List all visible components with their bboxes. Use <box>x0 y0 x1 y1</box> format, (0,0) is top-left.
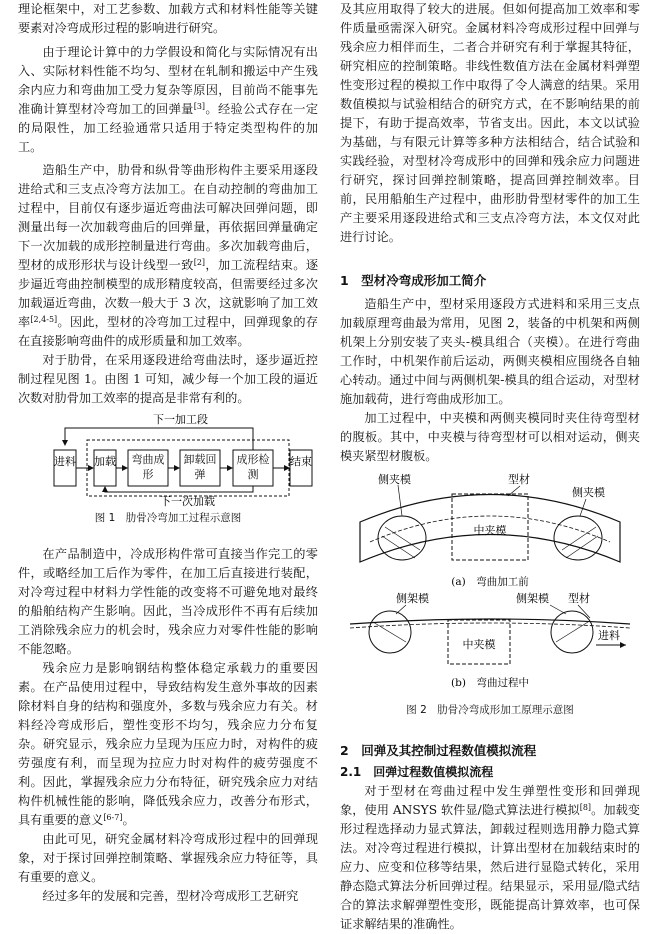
flowchart-diagram <box>18 412 318 508</box>
flow-label-next-load: 下一次加载 <box>160 495 215 508</box>
subcaption-b: (b) 弯曲过程中 <box>451 677 529 689</box>
paragraph-feed-method: 造船生产中，型材采用逐段方式进料和采用三支点加载原理弯曲最为常用，见图 2，装备的中机架和两侧机架上分别安装了夹头-模具组合（夹模）。在进行弯曲工作时，中机架作前后运动，两侧夹模相应围绕各自轴心转动。通过中间与两侧机架-模具的组合运动，对型材施加载荷，进行弯曲成形加工。 <box>340 297 640 406</box>
citation: [2] <box>193 258 206 267</box>
paragraph-intro-continued: 理论框架中，对工艺参数、加载方式和材料性能等关键要素对冷弯成形过程的影响进行研究。 <box>18 2 318 35</box>
subcaption-a: (a) 弯曲加工前 <box>451 576 529 588</box>
paragraph-shipbuilding: 造船生产中，肋骨和纵骨等曲形构件主要采用逐段进给式和三支点冷弯方法加工。在自动控制的弯曲加工过程中，目前仅有逐步逼近弯曲法可解决回弹问题，即测量出每一次加载弯曲后的回弹量，再依据回弹量确定下一次加载的成形控制量进行弯曲。多次加载弯曲后，型材的成形形状与设计线型一致[2]，加工流程结束。逐步逼近弯曲控制模型的成形精度较高，但需要经过多次加载逼近弯曲，次数一般大于 3 次，这就影响了加工效率[2,4-5]。因此，型材的冷弯加工过程中，回弹现象的存在直接影响弯曲件的成形质量和加工效率。 <box>18 163 319 348</box>
subsection-heading-2-1: 2.1 回弹过程数值模拟流程 <box>340 765 494 779</box>
figure-2-caption: 图 2 肋骨冷弯成形加工原理示意图 <box>406 704 574 716</box>
bending-principle-diagram <box>340 472 640 700</box>
svg-text:加载: 加载 <box>94 455 116 468</box>
feedback-arrow-next-segment <box>65 428 253 450</box>
figure-2 <box>340 472 640 700</box>
diagram-b <box>350 591 630 689</box>
label-middle-die-a: 中夹模 <box>473 524 507 537</box>
flow-box-end <box>290 450 312 486</box>
section-heading-1: 1 型材冷弯成形加工简介 <box>340 273 487 288</box>
paragraph-rib-process: 对于肋骨，在采用逐段进给弯曲法时，逐步逼近控制过程见图 1。由图 1 可知，减少每一个加工段的逼近次数对肋骨加工效率的提高是非常有利的。 <box>18 353 318 405</box>
feedback-arrow-next-load <box>105 486 253 492</box>
right-column <box>340 0 640 934</box>
svg-text:进料: 进料 <box>54 455 76 468</box>
paragraph-significance: 由此可见，研究金属材料冷弯成形过程中的回弹现象，对于探讨回弹控制策略、掌握残余应力特征等，具有重要的意义。 <box>18 832 318 884</box>
label-side-frame-right: 侧架模 <box>516 592 549 605</box>
flow-box-unload: 卸载回弹 <box>180 450 220 486</box>
flow-box-bend: 弯曲成形 <box>128 450 168 486</box>
flow-box-load <box>94 450 116 486</box>
label-side-die-left: 侧夹模 <box>378 473 411 486</box>
figure-1-caption: 图 1 肋骨冷弯加工过程示意图 <box>94 512 242 524</box>
paragraph-springback-calc: 由于理论计算中的力学假设和简化与实际情况有出入、实际材料性能不均匀、型材在轧制和搬运中产生残余内应力和弯曲加工受力复杂等原因，目前尚不能事先准确计算型材冷弯加工的回弹量[3]。经验公式存在一定的局限性，加工经验通常只适用于特定类型构件的加工。 <box>18 45 319 154</box>
svg-text:结束: 结束 <box>290 455 312 468</box>
feed-arrow-icon <box>620 642 626 648</box>
paragraph-manufacturing: 在产品制造中，冷成形构件常可直接当作完工的零件，或略经加工后作为零件，在加工后直接进行装配，对冷弯过程中材料力学性能的改变将不可避免地对最终的船舶结构产生影响。因此，当冷成形件不再有后续加工消除残余应力的机会时，残余应力对零件性能的影响不能忽略。 <box>18 547 318 656</box>
citation: [2,4-5] <box>30 315 58 324</box>
diagram-a <box>360 472 620 588</box>
figure-1 <box>18 412 318 508</box>
citation: [8] <box>579 803 592 812</box>
citation: [6-7] <box>103 813 123 822</box>
paragraph-simulation: 对于型材在弯曲过程中发生弹塑性变形和回弹现象，使用 ANSYS 软件显/隐式算法进行模拟[8]。加载变形过程选择动力显式算法，卸载过程则选用静力隐式算法。对冷弯过程进行模拟，计算出型材在加载结束时的应力、应变和位移等结果，然后进行显隐式转化，采用静态隐式算法分析回弹过程。结果显示，采用显/隐式结合的算法求解弹塑性变形，既能提高计算效率，也可保证求解结果的准确性。 <box>340 784 640 931</box>
label-feed: 进料 <box>598 629 620 642</box>
section-heading-2: 2 回弹及其控制过程数值模拟流程 <box>340 743 537 758</box>
label-side-frame-left: 侧架模 <box>396 592 429 605</box>
paragraph-research-progress: 及其应用取得了较大的进展。但如何提高加工效率和零件质量亟需深入研究。金属材料冷弯成形过程中回弹与残余应力相伴而生，二者合并研究有利于掌握其特征，研究相应的控制策略。非线性数值方法在金属材料弹塑性变形过程的模拟工作中取得了令人满意的结果。采用数值模拟与试验相结合的研究方式，在不影响结果的前提下，有助于提高效率，节省支出。因此，本文以试验为基础，与有限元计算等多种方法相结合，结合试验和实践经验，对型材冷弯成形中的回弹和残余应力问题进行研究，探讨回弹控制策略，提高回弹控制效率。目前，民用船舶生产过程中，曲形肋骨型材零件的加工生产主要采用逐段进给式和三支点冷弯方法，本文仅对此进行讨论。 <box>340 2 640 244</box>
paragraph-clamping: 加工过程中，中夹模和两侧夹模同时夹住待弯型材的腹板。其中，中夹模与待弯型材可以相对运动，侧夹模夹紧型材腹板。 <box>340 411 640 463</box>
flow-label-next-segment: 下一加工段 <box>153 413 208 426</box>
label-middle-die-b: 中夹模 <box>462 638 496 651</box>
paragraph-residual-stress: 残余应力是影响钢结构整体稳定承载力的重要因素。在产品使用过程中，导致结构发生意外事故的因素除材料自身的结构和强度外，多数与残余应力有关。材料经冷弯成形后，塑性变形不均匀，残余应力分布复杂。研究显示，残余应力呈现为压应力时，对构件的疲劳强度有利，而呈现为拉应力时对构件的疲劳强度不利。因此，掌握残余应力分布特征，研究残余应力对结构件机械性能的影响，降低残余应力，改善分布形式，具有重要的意义[6-7]。 <box>18 661 318 827</box>
label-profile-b: 型材 <box>568 592 590 605</box>
flow-box-feed <box>54 450 76 486</box>
citation: [3] <box>193 102 206 111</box>
label-profile-a: 型材 <box>508 473 530 486</box>
flow-box-inspect: 成形检测 <box>233 450 273 486</box>
left-column <box>18 0 318 906</box>
label-side-die-right: 侧夹模 <box>572 486 605 499</box>
paragraph-development: 经过多年的发展和完善，型材冷弯成形工艺研究 <box>42 889 299 903</box>
